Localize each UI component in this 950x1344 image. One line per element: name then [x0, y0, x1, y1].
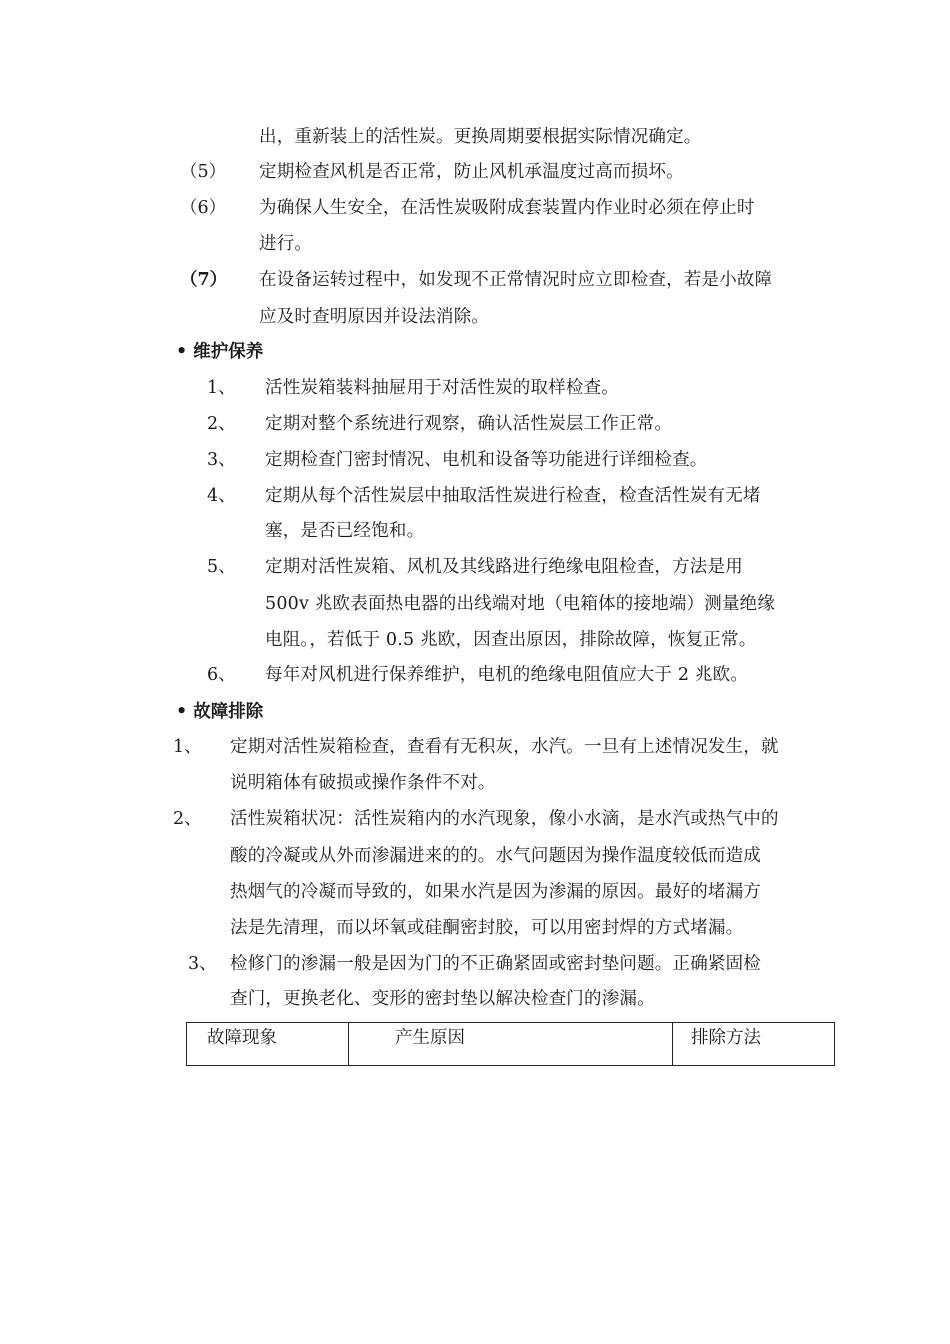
item-text: 每年对风机进行保养维护，电机的绝缘电阻值应大于 2 兆欧。: [265, 665, 749, 685]
item-number: 2、: [207, 414, 236, 434]
continuation-line: 出，重新装上的活性炭。更换周期要根据实际情况确定。: [259, 127, 702, 147]
fault-table: [186, 1022, 835, 1066]
item-text: 热烟气的冷凝而导致的，如果水汽是因为渗漏的原因。最好的堵漏方: [230, 882, 761, 902]
item-number: 1、: [207, 378, 236, 398]
item-number: 4、: [207, 486, 236, 506]
item-text: 检修门的渗漏一般是因为门的不正确紧固或密封垫问题。正确紧固检: [230, 954, 761, 974]
item-number: （5）: [180, 162, 227, 182]
item-number: （6）: [180, 198, 227, 218]
table-header-cell: 排除方法: [673, 1023, 835, 1066]
item-text: 应及时查明原因并设法消除。: [259, 307, 490, 327]
section-heading-troubleshooting: • 故障排除: [176, 702, 264, 722]
item-text: 酸的冷凝或从外而渗漏进来的的。水气问题因为操作温度较低而造成: [230, 846, 761, 866]
item-text: 定期对活性炭箱检查，查看有无积灰，水汽。一旦有上述情况发生，就: [230, 737, 779, 757]
item-number: 1、: [173, 737, 202, 757]
item-text: 定期检查门密封情况、电机和设备等功能进行详细检查。: [265, 450, 708, 470]
table-header-row: [187, 1023, 835, 1066]
item-text: 定期从每个活性炭层中抽取活性炭进行检查，检查活性炭有无堵: [265, 486, 761, 506]
item-text: 塞，是否已经饱和。: [265, 521, 425, 541]
section-heading-maintenance: • 维护保养: [176, 342, 264, 362]
item-text: 电阻。，若低于 0.5 兆欧，因查出原因，排除故障，恢复正常。: [265, 630, 757, 650]
item-text: 定期对活性炭箱、风机及其线路进行绝缘电阻检查，方法是用: [265, 557, 743, 577]
item-text: 说明箱体有破损或操作条件不对。: [230, 773, 496, 793]
item-number: 2、: [173, 809, 202, 829]
item-number: 3、: [188, 954, 217, 974]
table-header-cell: 产生原因: [349, 1023, 673, 1066]
item-text: 定期对整个系统进行观察，确认活性炭层工作正常。: [265, 414, 673, 434]
item-text: 活性炭箱装料抽屉用于对活性炭的取样检查。: [265, 378, 619, 398]
item-number: 5、: [207, 557, 236, 577]
item-text: 进行。: [259, 234, 313, 254]
item-number: 6、: [207, 665, 236, 685]
item-text: 在设备运转过程中，如发现不正常情况时应立即检查，若是小故障: [259, 270, 773, 290]
item-text: 查门，更换老化、变形的密封垫以解决检查门的渗漏。: [230, 989, 655, 1009]
table-header-cell: 故障现象: [187, 1023, 349, 1066]
item-text: 定期检查风机是否正常，防止风机承温度过高而损坏。: [259, 162, 684, 182]
item-number: 3、: [207, 450, 236, 470]
item-text: 500v 兆欧表面热电器的出线端对地（电箱体的接地端）测量绝缘: [265, 594, 776, 614]
item-text: 法是先清理，而以坏氧或硅酮密封胶，可以用密封焊的方式堵漏。: [230, 918, 744, 938]
item-text: 为确保人生安全，在活性炭吸附成套装置内作业时必须在停止时: [259, 198, 755, 218]
item-number: （7）: [180, 270, 228, 290]
item-text: 活性炭箱状况：活性炭箱内的水汽现象，像小水滴，是水汽或热气中的: [230, 809, 779, 829]
